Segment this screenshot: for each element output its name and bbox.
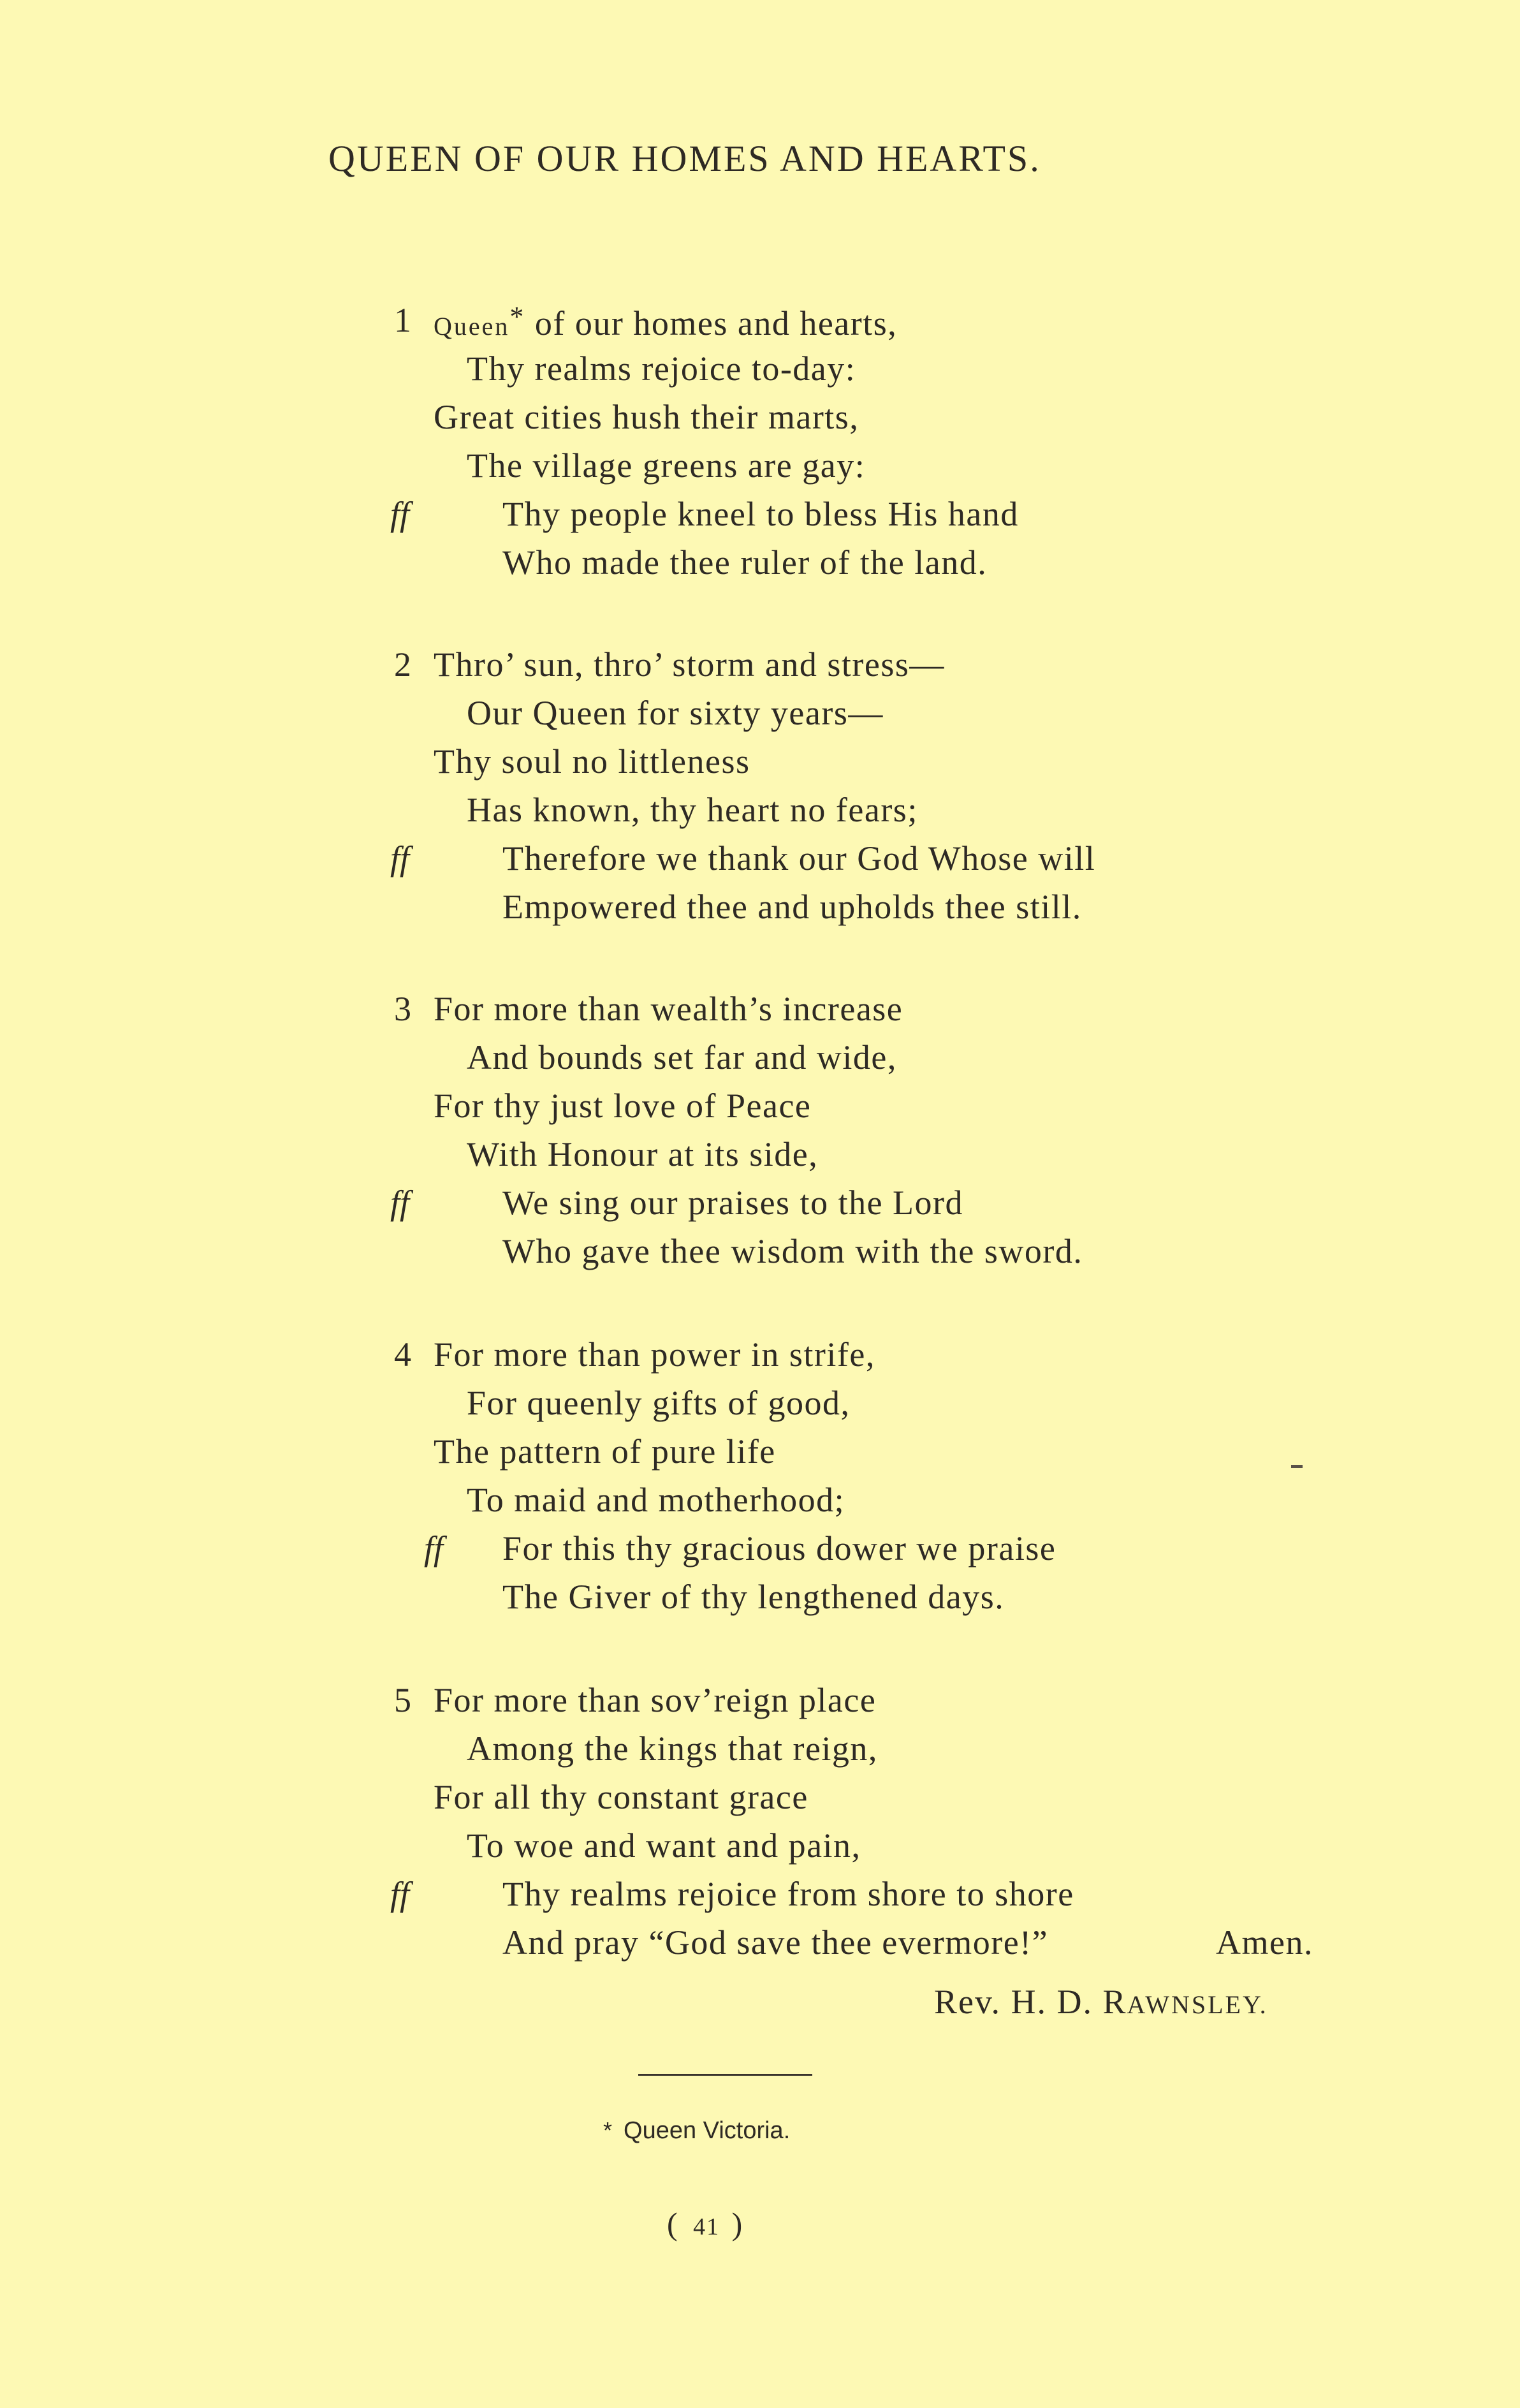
stanza-number: 5 — [394, 1681, 411, 1719]
author-prefix: Rev. H. D. — [934, 1983, 1093, 2021]
stanza-number: 1 — [394, 301, 411, 339]
hymn-line: Thy people kneel to bless His hand — [502, 495, 1019, 533]
dynamic-marking: ff — [390, 1184, 410, 1222]
divider-rule — [638, 2074, 812, 2076]
amen: Amen. — [1216, 1923, 1313, 1962]
hymn-line — [434, 303, 897, 341]
hymn-line: Thro’ sun, thro’ storm and stress— — [434, 645, 945, 684]
hymn-line: For more than wealth’s increase — [434, 990, 903, 1028]
footnote-asterisk: * — [603, 2117, 613, 2143]
first-line-text: of our homes and hearts, — [534, 304, 898, 342]
hymn-line: For more than power in strife, — [434, 1335, 875, 1374]
hymn-line: With Honour at its side, — [467, 1135, 819, 1173]
open-paren: ( — [667, 2206, 682, 2242]
author-attribution — [934, 1985, 1268, 2019]
page-number — [667, 2205, 746, 2242]
hymn-line: Our Queen for sixty years— — [467, 694, 884, 732]
dynamic-marking: ff — [424, 1529, 444, 1567]
stanza-number: 2 — [394, 645, 411, 684]
page-title: QUEEN OF OUR HOMES AND HEARTS. — [328, 138, 1041, 179]
hymn-line: Thy realms rejoice to-day: — [467, 349, 856, 388]
hymn-line: For thy just love of Peace — [434, 1087, 812, 1125]
hymn-line: The Giver of thy lengthened days. — [502, 1578, 1005, 1616]
hymn-line: Thy soul no littleness — [434, 742, 750, 781]
dynamic-marking: ff — [390, 495, 410, 533]
hymn-line: To maid and motherhood; — [467, 1481, 845, 1519]
small-caps-first-word: Queen — [434, 312, 510, 341]
dynamic-marking: ff — [390, 839, 410, 877]
author-surname-rest: AWNSLEY. — [1127, 1990, 1268, 2019]
hymn-line: For more than sov’reign place — [434, 1681, 877, 1719]
footnote-reference-asterisk: * — [509, 301, 525, 332]
stanza-number: 3 — [394, 990, 411, 1028]
hymn-line: Who made thee ruler of the land. — [502, 543, 988, 582]
hymn-line: Who gave thee wisdom with the sword. — [502, 1232, 1083, 1270]
hymn-line: We sing our praises to the Lord — [502, 1184, 964, 1222]
author-surname-initial: R — [1102, 1983, 1127, 2021]
page-number-value: 41 — [693, 2213, 720, 2240]
footnote — [603, 2117, 790, 2145]
hymn-line: Has known, thy heart no fears; — [467, 791, 918, 829]
close-paren: ) — [731, 2206, 747, 2242]
hymn-line: To woe and want and pain, — [467, 1826, 861, 1865]
hymn-line: For this thy gracious dower we praise — [502, 1529, 1056, 1567]
hymn-line: Empowered thee and upholds thee still. — [502, 888, 1082, 926]
hymn-line: For all thy constant grace — [434, 1778, 808, 1816]
hymn-line: The pattern of pure life — [434, 1432, 776, 1471]
stanza-number: 4 — [394, 1335, 411, 1374]
dynamic-marking: ff — [390, 1875, 410, 1913]
hymn-line: And pray “God save thee evermore!” — [502, 1923, 1049, 1962]
hymn-line: The village greens are gay: — [467, 446, 866, 485]
hymn-line: Great cities hush their marts, — [434, 398, 859, 436]
ink-mark — [1291, 1465, 1303, 1468]
hymn-line: Thy realms rejoice from shore to shore — [502, 1875, 1074, 1913]
hymn-line: For queenly gifts of good, — [467, 1384, 851, 1422]
hymn-line: And bounds set far and wide, — [467, 1038, 897, 1076]
hymn-line: Among the kings that reign, — [467, 1729, 878, 1768]
footnote-text: Queen Victoria. — [624, 2117, 791, 2144]
hymn-line: Therefore we thank our God Whose will — [502, 839, 1096, 877]
